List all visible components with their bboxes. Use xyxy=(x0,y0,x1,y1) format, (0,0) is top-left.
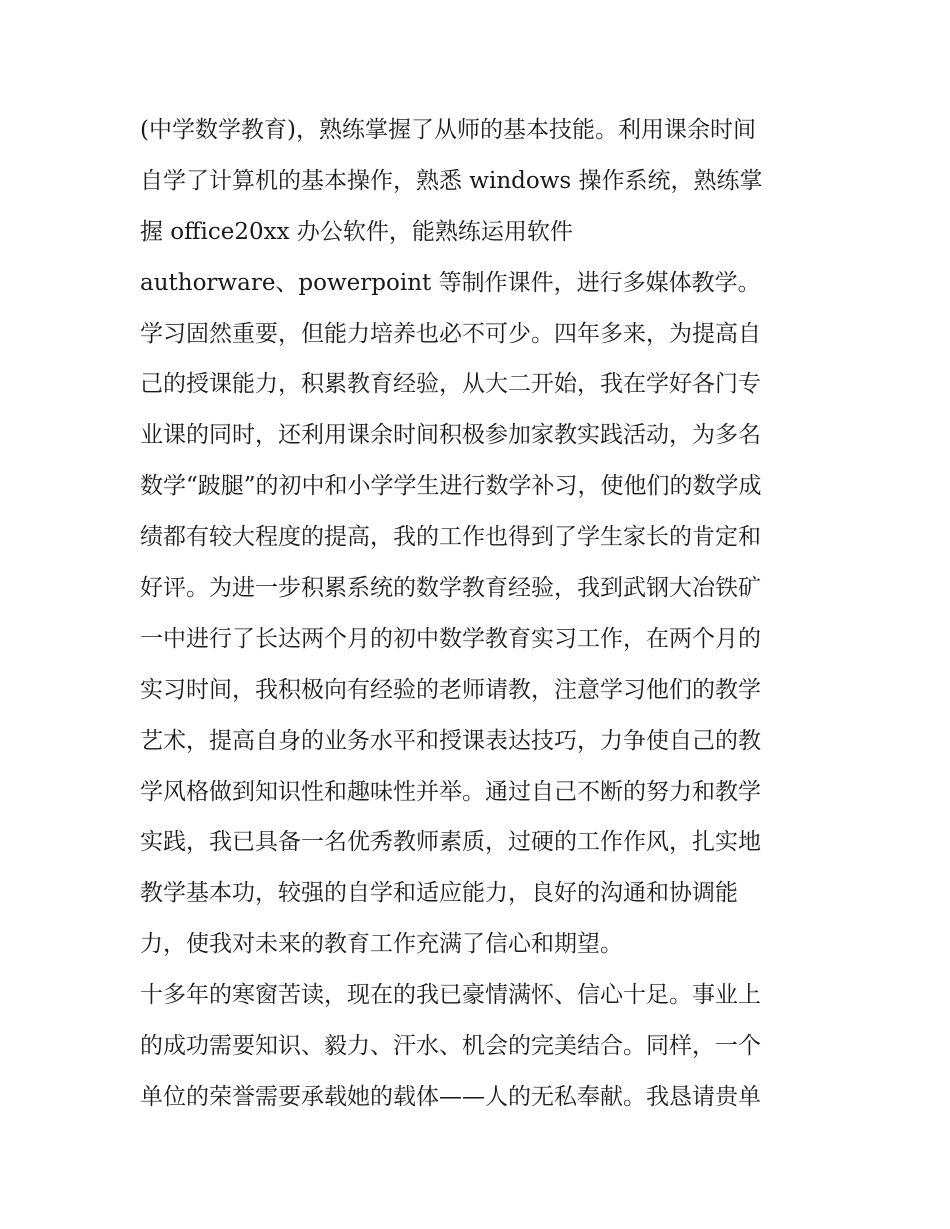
text-line: 单位的荣誉需要承载她的载体——人的无私奉献。我恳请贵单 xyxy=(140,1083,761,1110)
text-line: 学习固然重要，但能力培养也必不可少。四年多来，为提高自 xyxy=(140,320,761,347)
text-line: 实践，我已具备一名优秀教师素质，过硬的工作作风，扎实地 xyxy=(140,829,761,856)
text-line: 实习时间，我积极向有经验的老师请教，注意学习他们的教学 xyxy=(140,676,761,703)
text-line: 数学“跛腿”的初中和小学学生进行数学补习，使他们的数学成 xyxy=(140,473,762,500)
text-line: authorware、powerpoint 等制作课件，进行多媒体教学。 xyxy=(140,269,761,296)
text-line: 艺术，提高自身的业务水平和授课表达技巧，力争使自己的教 xyxy=(140,727,761,754)
text-line: 自学了计算机的基本操作，熟悉 windows 操作系统，熟练掌 xyxy=(140,167,763,194)
text-line: 业课的同时，还利用课余时间积极参加家教实践活动，为多名 xyxy=(140,422,761,449)
text-line: 握 office20xx 办公软件，能熟练运用软件 xyxy=(140,218,573,245)
text-line: 十多年的寒窗苦读，现在的我已豪情满怀、信心十足。事业上 xyxy=(140,982,761,1009)
text-line: 的成功需要知识、毅力、汗水、机会的完美结合。同样，一个 xyxy=(140,1033,761,1060)
cover-letter-text xyxy=(140,105,830,1123)
text-line: 力，使我对未来的教育工作充满了信心和期望。 xyxy=(140,931,623,958)
text-line: 绩都有较大程度的提高，我的工作也得到了学生家长的肯定和 xyxy=(140,524,761,551)
text-line: 一中进行了长达两个月的初中数学教育实习工作，在两个月的 xyxy=(140,625,761,652)
text-line: 己的授课能力，积累教育经验，从大二开始，我在学好各门专 xyxy=(140,371,761,398)
text-line: 教学基本功，较强的自学和适应能力，良好的沟通和协调能 xyxy=(140,880,738,907)
text-line: 学风格做到知识性和趣味性并举。通过自己不断的努力和教学 xyxy=(140,778,761,805)
text-line: (中学数学教育)，熟练掌握了从师的基本技能。利用课余时间 xyxy=(140,117,756,143)
text-line: 好评。为进一步积累系统的数学教育经验，我到武钢大冶铁矿 xyxy=(140,575,761,602)
